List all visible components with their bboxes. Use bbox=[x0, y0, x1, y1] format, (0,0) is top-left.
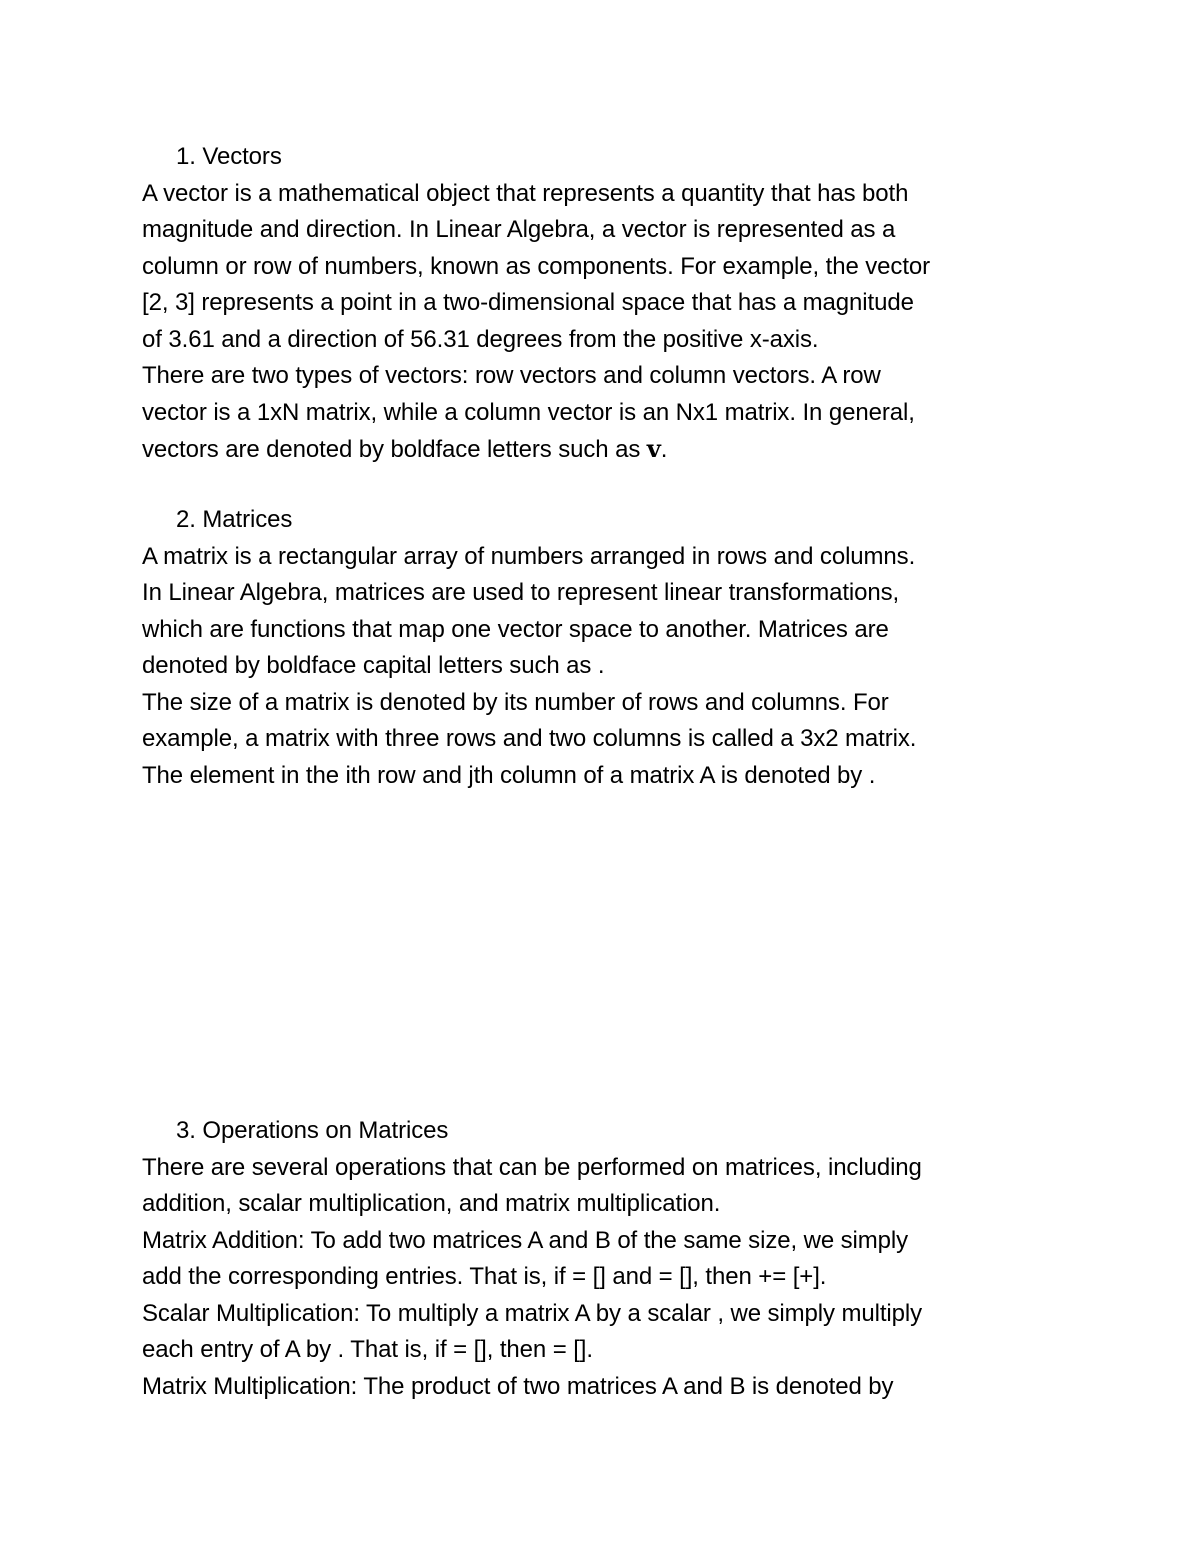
paragraph-line: denoted by boldface capital letters such as . bbox=[142, 652, 605, 679]
line-text: vectors are denoted by boldface letters such as bbox=[142, 436, 647, 463]
section-heading: 2. Matrices bbox=[176, 506, 293, 533]
paragraph-line: Scalar Multiplication: To multiply a matrix A by a scalar , we simply multiply bbox=[142, 1299, 923, 1327]
paragraph-line: The size of a matrix is denoted by its number of rows and columns. For bbox=[142, 688, 889, 716]
paragraph-line: which are functions that map one vector space to another. Matrices are bbox=[142, 615, 889, 643]
section-matrices bbox=[142, 502, 1072, 794]
paragraph-line: vector is a 1xN matrix, while a column vector is an Nx1 matrix. In general, bbox=[142, 398, 915, 426]
paragraph-line: In Linear Algebra, matrices are used to represent linear transformations, bbox=[142, 579, 900, 606]
paragraph-line bbox=[142, 431, 1072, 469]
section-heading: 1. Vectors bbox=[176, 143, 282, 170]
paragraph-line: example, a matrix with three rows and two columns is called a 3x2 matrix. bbox=[142, 725, 917, 752]
line-text: . bbox=[660, 436, 668, 463]
paragraph-line: [2, 3] represents a point in a two-dimensional space that has a magnitude bbox=[142, 289, 914, 316]
paragraph-line: Matrix Multiplication: The product of two matrices A and B is denoted by bbox=[142, 1372, 894, 1400]
paragraph-line: A matrix is a rectangular array of numbers arranged in rows and columns. bbox=[142, 542, 916, 570]
paragraph-line: There are several operations that can be performed on matrices, including bbox=[142, 1153, 922, 1181]
paragraph-line: magnitude and direction. In Linear Algebra, a vector is represented as a bbox=[142, 216, 896, 243]
paragraph-line: of 3.61 and a direction of 56.31 degrees from the positive x-axis. bbox=[142, 325, 819, 353]
paragraph-line: Matrix Addition: To add two matrices A and B of the same size, we simply bbox=[142, 1226, 909, 1254]
paragraph-line: add the corresponding entries. That is, if = [] and = [], then += [+]. bbox=[142, 1263, 827, 1290]
paragraph-line: The element in the ith row and jth column of a matrix A is denoted by . bbox=[142, 761, 876, 789]
bold-vector-symbol: v bbox=[646, 434, 661, 463]
paragraph-line: A vector is a mathematical object that represents a quantity that has both bbox=[142, 179, 909, 207]
section-operations bbox=[142, 1113, 1072, 1405]
paragraph-line: addition, scalar multiplication, and matrix multiplication. bbox=[142, 1190, 721, 1217]
paragraph-line: column or row of numbers, known as components. For example, the vector bbox=[142, 252, 931, 280]
section-vectors bbox=[142, 139, 1072, 469]
section-heading: 3. Operations on Matrices bbox=[176, 1117, 449, 1144]
paragraph-line: There are two types of vectors: row vectors and column vectors. A row bbox=[142, 362, 881, 389]
paragraph-line: each entry of A by . That is, if = [], then = []. bbox=[142, 1336, 593, 1363]
